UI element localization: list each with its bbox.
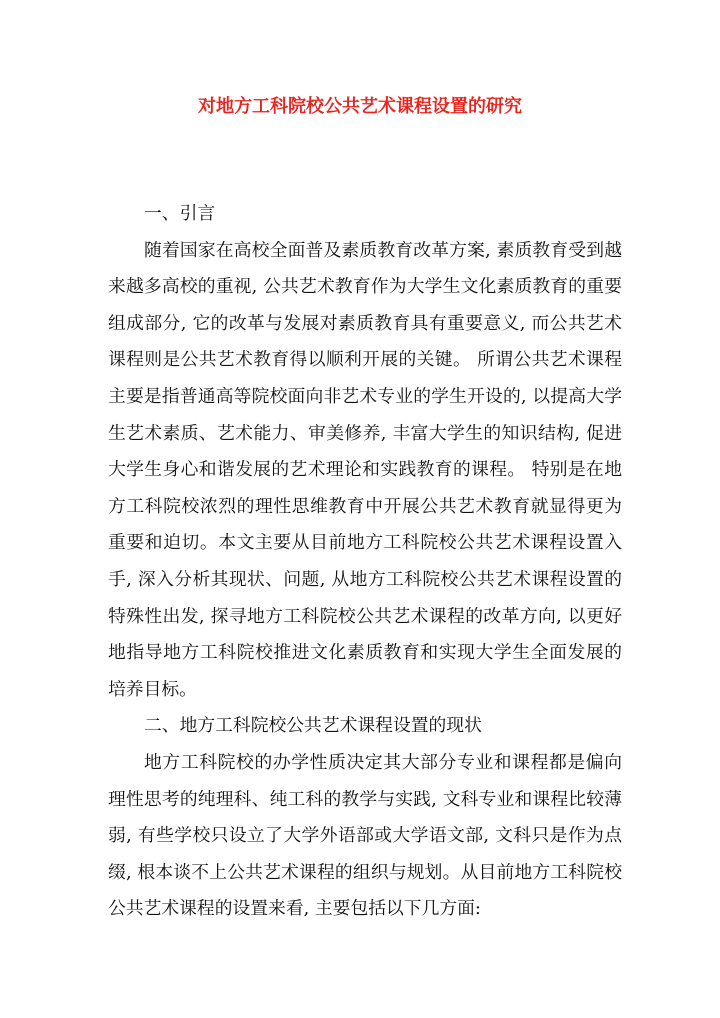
paragraph-current-status: 地方工科院校的办学性质决定其大部分专业和课程都是偏向理性思考的纯理科、纯工科的教学与实践, 文科专业和课程比较薄弱, 有些学校只设立了大学外语部或大学语文部, 文科只是作为点缀, 根本谈不上公共艺术课程的组织与规划。从目前地方工科院校公共艺术课程的设置来看, 主要包括以下几方面:: [108, 751, 622, 920]
document-title: 对地方工科院校公共艺术课程设置的研究: [198, 96, 522, 117]
section-heading-current-status: 二、地方工科院校公共艺术课程设置的现状: [144, 715, 482, 737]
paragraph-introduction: 随着国家在高校全面普及素质教育改革方案, 素质教育受到越来越多高校的重视, 公共艺术教育作为大学生文化素质教育的重要组成部分, 它的改革与发展对素质教育具有重要意义, 而公共艺术课程则是公共艺术教育得以顺利开展的关键。 所谓公共艺术课程主要是指普通高等院校面向非艺术专业的学生开设的, 以提高大学生艺术素质、艺术能力、审美修养, 丰富大学生的知识结构, 促进大学生身心和谐发展的艺术理论和实践教育的课程。 特别是在地方工科院校浓烈的理性思维教育中开展公共艺术教育就显得更为重要和迫切。本文主要从目前地方工科院校公共艺术课程设置入手, 深入分析其现状、问题, 从地方工科院校公共艺术课程设置的特殊性出发, 探寻地方工科院校公共艺术课程的改革方向, 以更好地指导地方工科院校推进文化素质教育和实现大学生全面发展的培养目标。: [108, 239, 622, 700]
section-heading-introduction: 一、引言: [144, 203, 216, 224]
document-body: [108, 196, 622, 928]
